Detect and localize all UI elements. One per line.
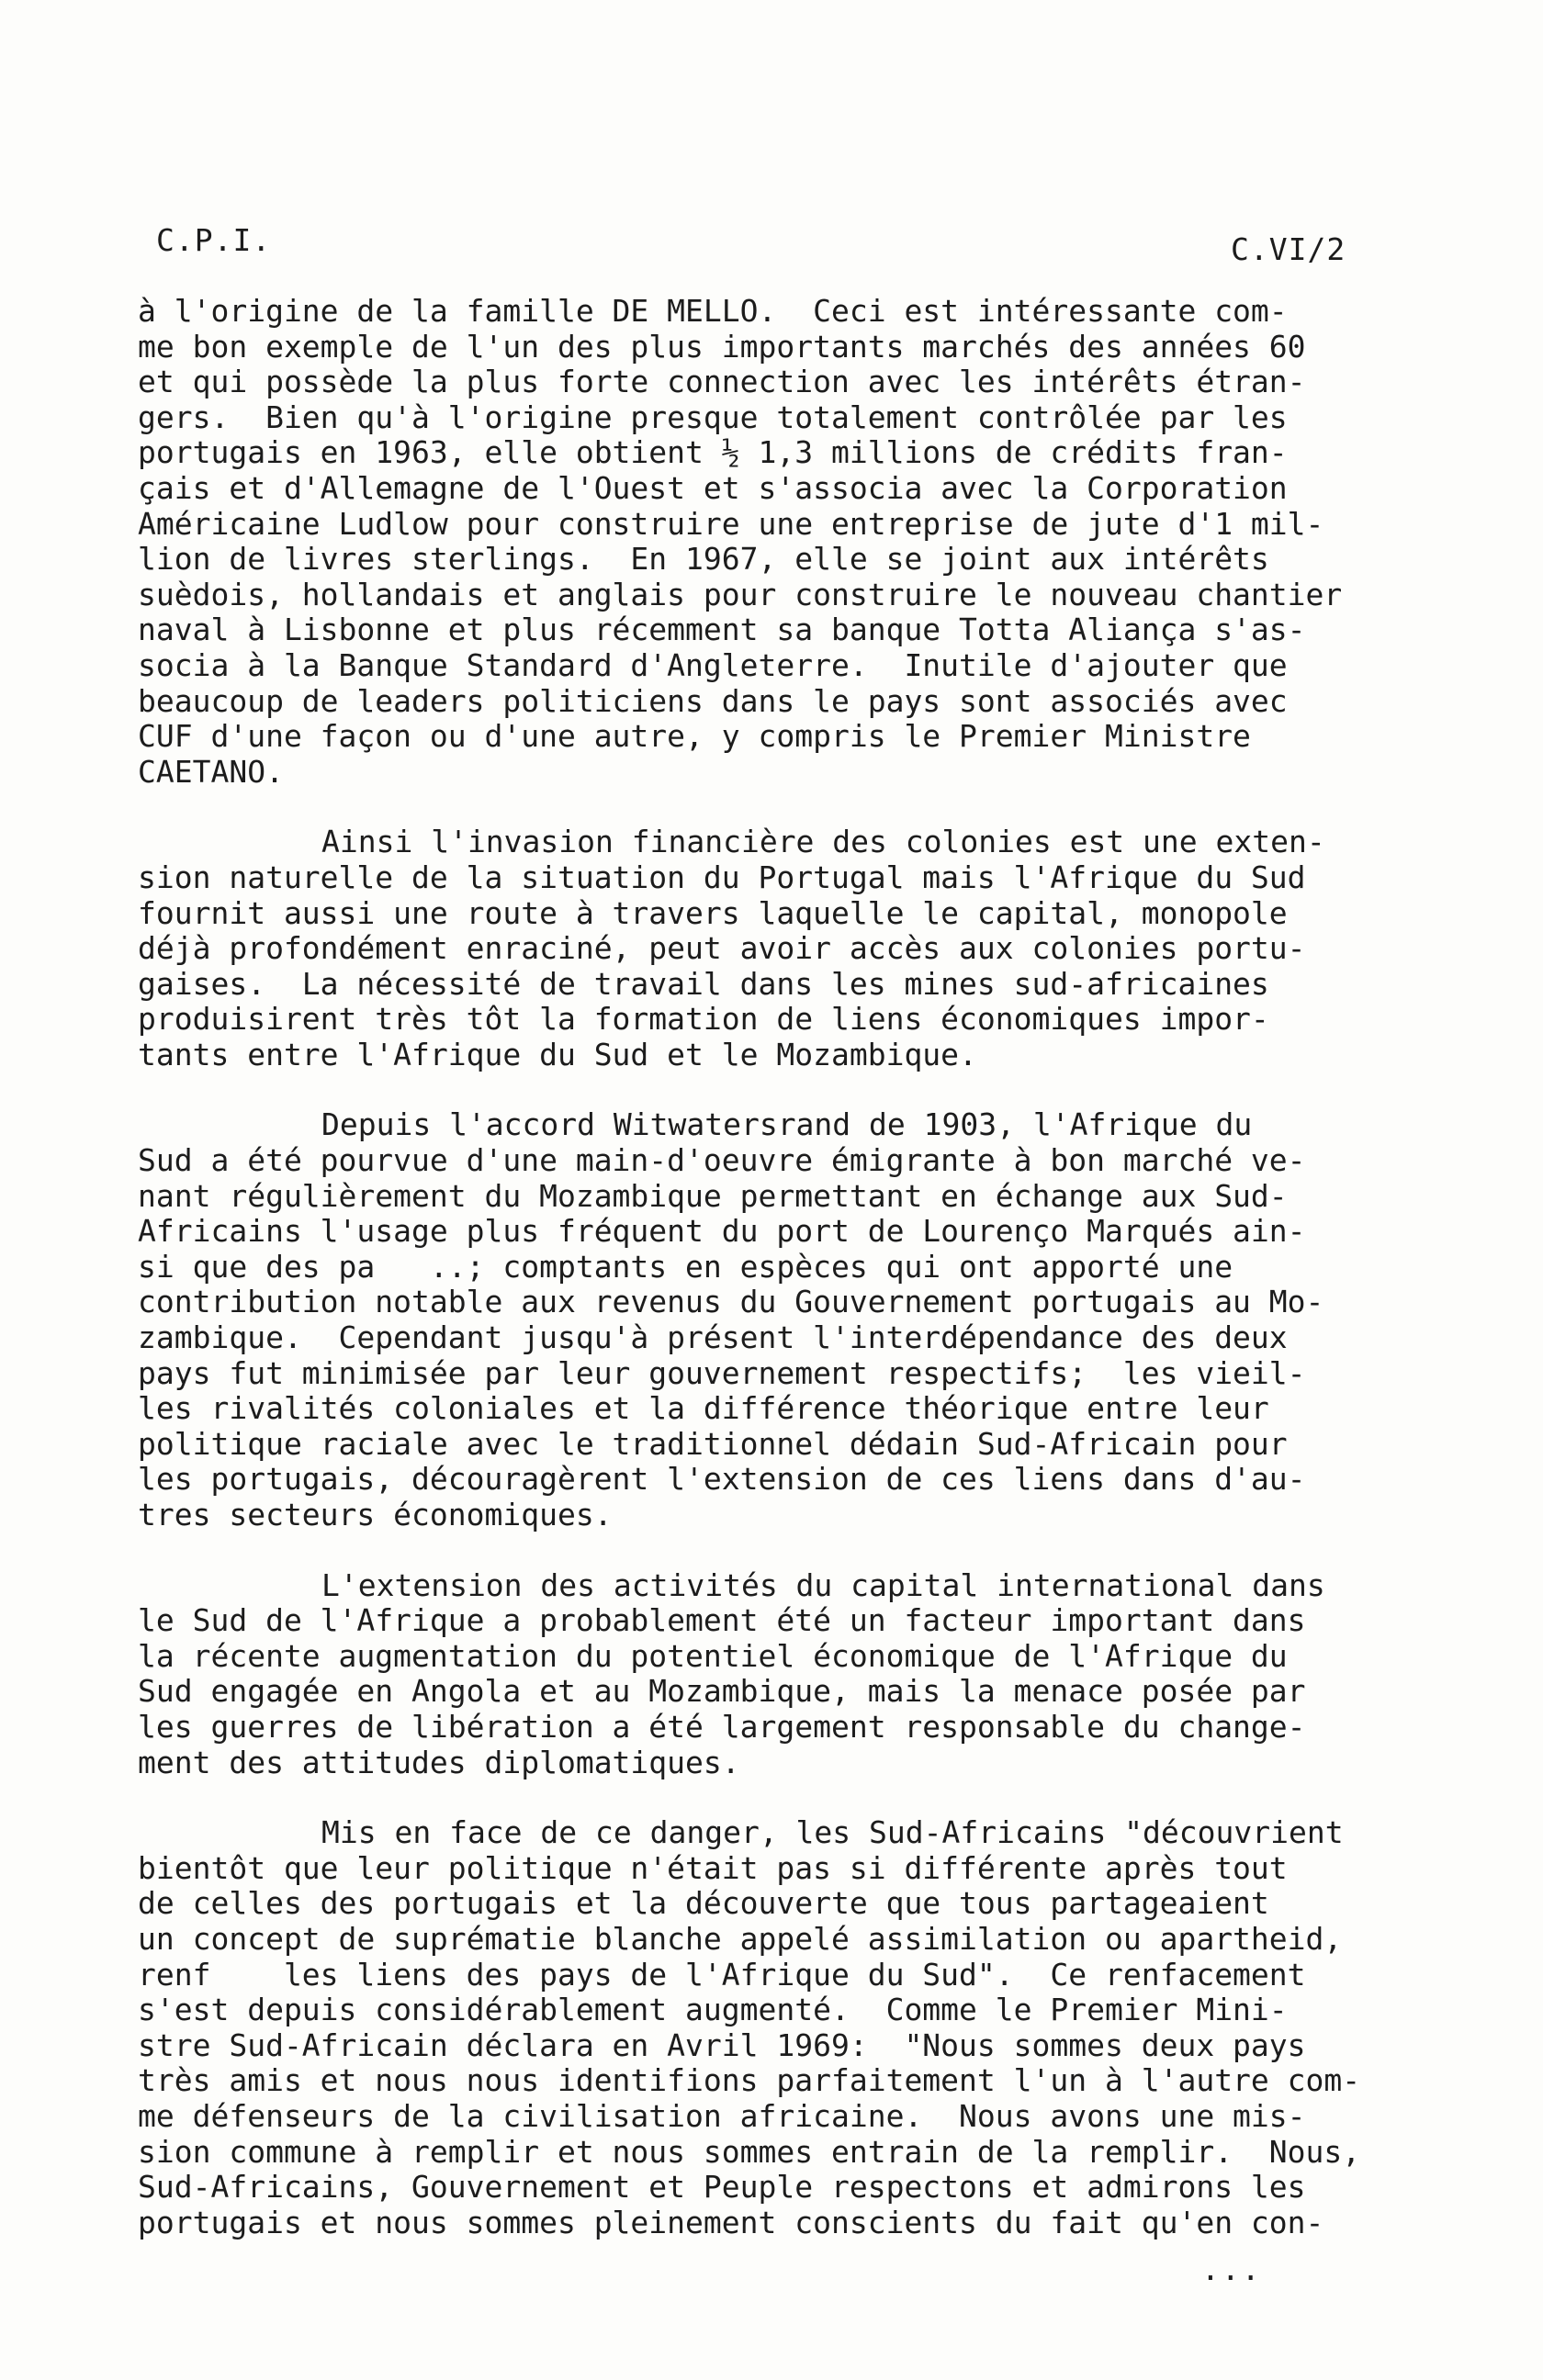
text-line: la récente augmentation du potentiel économique de l'Afrique du: [138, 1637, 1288, 1674]
text-line: me bon exemple de l'un des plus importants marchés des années 60: [138, 328, 1306, 365]
text-line: CUF d'une façon ou d'une autre, y compris le Premier Ministre: [138, 718, 1251, 755]
text-line: sion commune à remplir et nous sommes entrain de la remplir. Nous,: [138, 2133, 1361, 2170]
text-line: déjà profondément enraciné, peut avoir accès aux colonies portu-: [138, 930, 1306, 967]
text-line: pays fut minimisée par leur gouvernement respectifs; les vieil-: [138, 1354, 1306, 1391]
text-line: nant régulièrement du Mozambique permettant en échange aux Sud-: [138, 1177, 1288, 1214]
text-line: portugais en 1963, elle obtient ½ 1,3 millions de crédits fran-: [138, 434, 1288, 471]
text-line: ment des attitudes diplomatiques.: [138, 1744, 740, 1780]
paragraph-gap: [138, 1072, 1424, 1107]
paragraph-gap: [138, 790, 1424, 825]
text-line: CAETANO.: [138, 753, 284, 790]
text-line: Sud-Africains, Gouvernement et Peuple respectons et admirons les: [138, 2169, 1306, 2206]
text-line: socia à la Banque Standard d'Angleterre. Inutile d'ajouter que: [138, 646, 1288, 683]
text-line: tres secteurs économiques.: [138, 1497, 613, 1532]
text-line: lion de livres sterlings. En 1967, elle se joint aux intérêts: [138, 541, 1269, 578]
text-line: contribution notable aux revenus du Gouvernement portugais au Mo-: [138, 1284, 1324, 1320]
text-line: les guerres de libération a été largement responsable du change-: [138, 1708, 1306, 1745]
paragraph: [138, 1568, 1424, 1781]
text-line: naval à Lisbonne et plus récemment sa banque Totta Aliança s'as-: [138, 612, 1306, 648]
text-line: Ainsi l'invasion financière des colonies est une exten-: [321, 824, 1325, 860]
text-line: politique raciale avec le traditionnel dédain Sud-Africain pour: [138, 1425, 1288, 1462]
text-line: Depuis l'accord Witwatersrand de 1903, l'Afrique du: [321, 1106, 1253, 1143]
text-line: tants entre l'Afrique du Sud et le Mozambique.: [138, 1036, 977, 1072]
text-line: Mis en face de ce danger, les Sud-Africains "découvrient: [321, 1814, 1344, 1851]
text-line: à l'origine de la famille DE MELLO. Ceci est intéressante com-: [138, 293, 1288, 329]
text-line: le Sud de l'Afrique a probablement été un facteur important dans: [138, 1602, 1306, 1639]
paragraph: [138, 1107, 1424, 1532]
text-line: si que des pa ..; comptants en espèces qui ont apporté une: [138, 1248, 1233, 1285]
text-line: s'est depuis considérablement augmenté. Comme le Premier Mini-: [138, 1992, 1288, 2028]
document-body: [138, 294, 1424, 2240]
text-line: L'extension des activités du capital international dans: [321, 1566, 1325, 1603]
header-right-label: C.VI/2: [1231, 231, 1346, 267]
text-line: fournit aussi une route à travers laquelle le capital, monopole: [138, 894, 1288, 931]
text-line: les portugais, découragèrent l'extension de ces liens dans d'au-: [138, 1461, 1306, 1498]
text-line: stre Sud-Africain déclara en Avril 1969: "Nous sommes deux pays: [138, 2026, 1306, 2063]
text-line: suèdois, hollandais et anglais pour construire le nouveau chantier: [138, 576, 1343, 612]
text-line: un concept de suprématie blanche appelé assimilation ou apartheid,: [138, 1920, 1343, 1957]
text-line: beaucoup de leaders politiciens dans le pays sont associés avec: [138, 682, 1288, 719]
text-line: Africains l'usage plus fréquent du port de Lourenço Marqués ain-: [138, 1213, 1306, 1250]
text-line: gaises. La nécessité de travail dans les mines sud-africaines: [138, 965, 1269, 1002]
header-left-label: C.P.I.: [156, 222, 272, 258]
paragraph-gap: [138, 1533, 1424, 1568]
text-line: produisirent très tôt la formation de liens économiques impor-: [138, 1001, 1269, 1038]
text-line: zambique. Cependant jusqu'à présent l'interdépendance des deux: [138, 1319, 1288, 1356]
text-line: Américaine Ludlow pour construire une entreprise de jute d'1 mil-: [138, 505, 1324, 542]
text-line: bientôt que leur politique n'était pas si différente après tout: [138, 1849, 1288, 1886]
continuation-marker: ...: [1201, 2251, 1262, 2287]
text-line: portugais et nous sommes pleinement conscients du fait qu'en con-: [138, 2204, 1324, 2240]
text-line: sion naturelle de la situation du Portugal mais l'Afrique du Sud: [138, 859, 1306, 895]
paragraph: [138, 825, 1424, 1072]
text-line: renf les liens des pays de l'Afrique du Sud". Ce renfacement: [138, 1956, 1306, 1993]
text-line: me défenseurs de la civilisation africaine. Nous avons une mis-: [138, 2097, 1306, 2134]
paragraph: [138, 1815, 1424, 2240]
paragraph-gap: [138, 1780, 1424, 1815]
text-line: les rivalités coloniales et la différence théorique entre leur: [138, 1390, 1269, 1427]
paragraph: [138, 294, 1424, 790]
text-line: très amis et nous nous identifions parfaitement l'un à l'autre com-: [138, 2062, 1361, 2099]
text-line: çais et d'Allemagne de l'Ouest et s'associa avec la Corporation: [138, 469, 1288, 506]
text-line: Sud engagée en Angola et au Mozambique, mais la menace posée par: [138, 1673, 1306, 1710]
text-line: de celles des portugais et la découverte que tous partageaient: [138, 1885, 1269, 1922]
text-line: et qui possède la plus forte connection avec les intérêts étran-: [138, 364, 1306, 400]
text-line: Sud a été pourvue d'une main-d'oeuvre émigrante à bon marché ve-: [138, 1142, 1306, 1179]
text-line: gers. Bien qu'à l'origine presque totalement contrôlée par les: [138, 399, 1288, 435]
